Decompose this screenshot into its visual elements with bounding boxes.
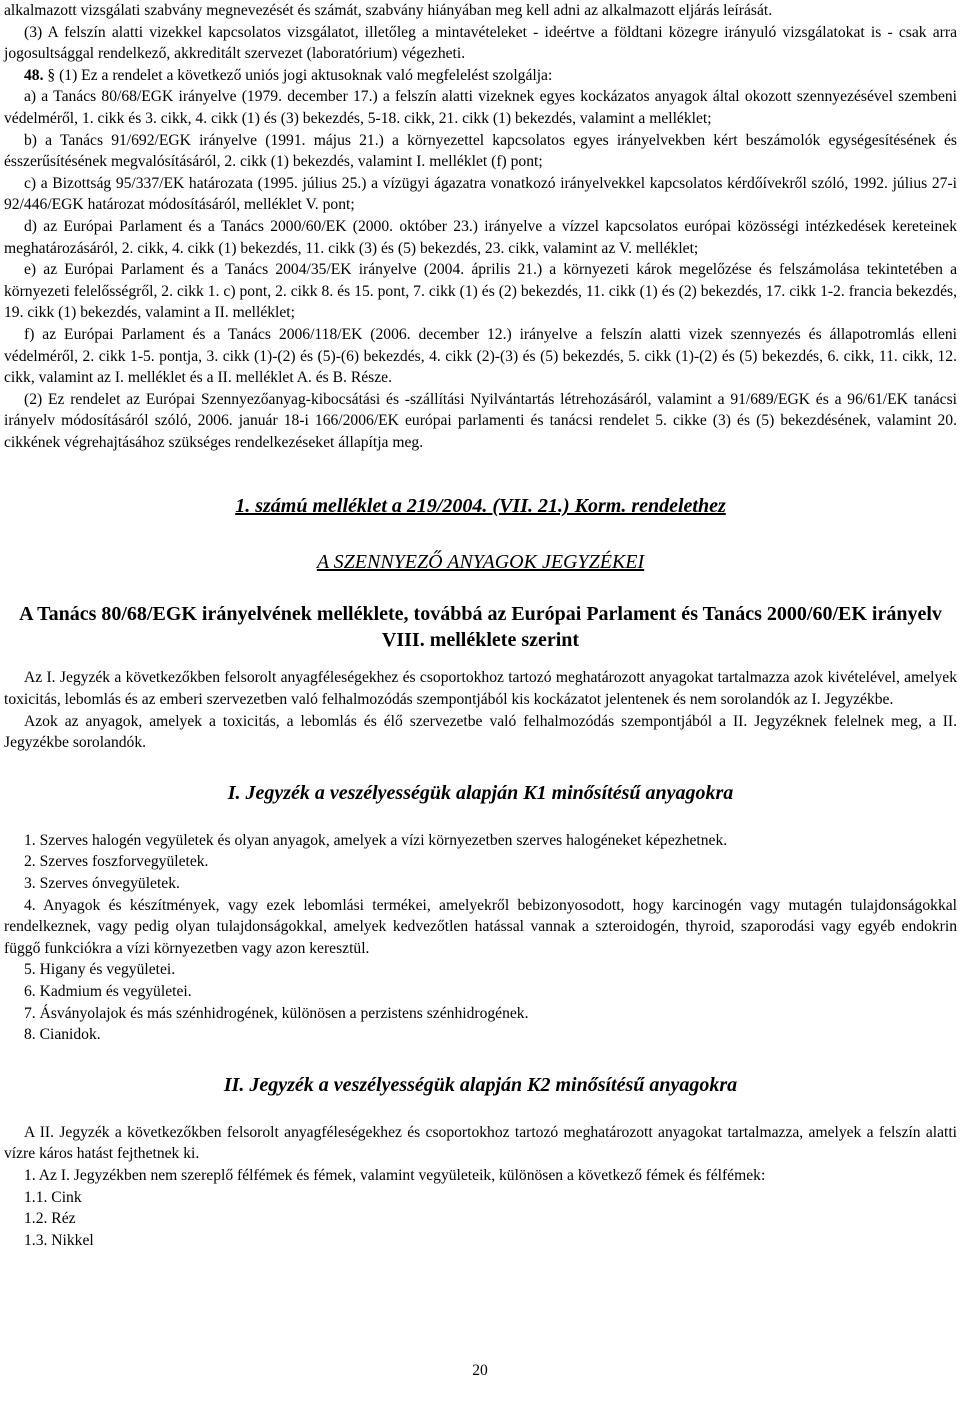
list-item: 1.3. Nikkel	[24, 1231, 94, 1249]
paragraph: (2) Ez rendelet az Európai Szennyezőanyag-kibocsátási és -szállítási Nyilvántartás létrehozásáról, valamint a 91/689/EGK és a 96/61/EK tanácsi irányelv módosításáról szóló, 2006. január 18-i 166/2006/EK európai parlamenti és tanácsi rendelet 5. cikke (3) és (5) bekezdésének, valamint 20. cikkének végrehajtásához szükséges rendelkezéseket állapítja meg.	[4, 390, 957, 451]
paragraph: Azok az anyagok, amelyek a toxicitás, a lebomlás és élő szervezetbe való felhalmozódás szempontjából a II. Jegyzéknek felelnek meg, a II. Jegyzékbe sorolandók.	[4, 712, 957, 752]
list-item: b) a Tanács 91/692/EGK irányelve (1991. május 21.) a környezettel kapcsolatos egyes irányelvekben kért beszámolók egységesítésének és ésszerűsítésének megvalósításáról, 2. cikk (1) bekezdés, valamint I. melléklet (f) pont;	[4, 131, 957, 171]
paragraph: (3) A felszín alatti vizekkel kapcsolatos vizsgálatot, illetőleg a mintavételeket - ideértve a földtani közegre irányuló vizsgálatokat is - csak arra jogosultsággal rendelkező, akkreditált szervezet (laboratórium) végezheti.	[4, 23, 957, 63]
paragraph: Az I. Jegyzék a következőkben felsorolt anyagféleségekhez és csoportokhoz tartozó meghatározott anyagokat tartalmazza azok kivételével, amelyek toxicitás, lebomlás és az emberi szervezetben való felhalmozódás szempontjából kis kockázatot jelentenek és nem sorolandók az I. Jegyzékbe.	[4, 669, 957, 709]
annex-subtitle: A SZENNYEZŐ ANYAGOK JEGYZÉKEI	[316, 551, 645, 574]
list-item: 2. Szerves foszforvegyületek.	[24, 853, 209, 871]
list-item: 1.2. Réz	[24, 1210, 76, 1228]
list1-title: I. Jegyzék a veszélyességük alapján K1 minősítésű anyagokra	[227, 781, 734, 804]
text-line: alkalmazott vizsgálati szabvány megnevezését és számát, szabvány hiányában meg kell adni az alkalmazott eljárás leírását.	[4, 2, 773, 19]
list-item: 3. Szerves ónvegyületek.	[24, 875, 180, 893]
list-item: 4. Anyagok és készítmények, vagy ezek lebomlási termékei, amelyekről bebizonyosodott, hogy karcinogén vagy mutagén tulajdonságokkal rendelkeznek, vagy pedig olyan tulajdonságokkal, amelyek kedvezőtlen hatással vannak a szteroidogén, thyroid, szaporodási vagy egyéb endokrin függő funkciókra a vízi környezetben vagy azon keresztül.	[4, 896, 957, 957]
list-item: 1. Az I. Jegyzékben nem szereplő félfémek és fémek, valamint vegyületeik, különösen a következő fémek és félfémek:	[24, 1166, 766, 1184]
paragraph: A II. Jegyzék a következőkben felsorolt anyagféleségekhez és csoportokhoz tartozó meghatározott anyagokat tartalmazza, amelyek a felszín alatti vízre káros hatást fejthetnek ki.	[4, 1123, 957, 1163]
list-item: 8. Cianidok.	[24, 1026, 101, 1044]
list-item: 1.1. Cink	[24, 1188, 82, 1206]
list-item: d) az Európai Parlament és a Tanács 2000/60/EK (2000. október 23.) irányelve a vízzel kapcsolatos európai közösségi intézkedések kereteinek meghatározásáról, 2. cikk, 4. cikk (1) bekezdés, 11. cikk (3) és (5) bekezdés, 23. cikk, valamint az V. melléklet;	[4, 217, 957, 257]
list-item: f) az Európai Parlament és a Tanács 2006/118/EK (2006. december 12.) irányelve a felszín alatti vizek szennyezés és állapotromlás elleni védelméről, 2. cikk 1-5. pontja, 3. cikk (1)-(2) és (5)-(6) bekezdés, 4. cikk (2)-(3) és (5) bekezdés, 5. cikk (1)-(2) és (5) bekezdés, 6. cikk, 11. cikk, 12. cikk, valamint az I. melléklet és a II. melléklet A. és B. Része.	[4, 325, 957, 387]
list-item: c) a Bizottság 95/337/EK határozata (1995. július 25.) a vízügyi ágazatra vonatkozó irányelvekkel kapcsolatos kérdőívekről szóló, 1992. július 27-i 92/446/EGK határozat módosításáról, melléklet V. pont;	[4, 174, 957, 214]
list-item: 7. Ásványolajok és más szénhidrogének, különösen a perzistens szénhidrogének.	[24, 1004, 529, 1022]
list-item: 6. Kadmium és vegyületei.	[24, 983, 192, 1000]
list-item: 1. Szerves halogén vegyületek és olyan anyagok, amelyek a vízi környezetben szerves halogéneket képezhetnek.	[24, 831, 728, 849]
document-page	[4, 0, 957, 1251]
annex-title: 1. számú melléklet a 219/2004. (VII. 21.) Korm. rendelethez	[235, 495, 726, 518]
list-item: a) a Tanács 80/68/EGK irányelve (1979. december 17.) a felszín alatti vizeknek egyes kockázatos anyagok által okozott szennyezésével szembeni védelméről, 1. cikk és 3. cikk, 4. cikk (1) és (3) bekezdés, 5-18. cikk, 21. cikk (1) bekezdés, valamint a melléklet;	[4, 88, 957, 127]
section-intro-text: § (1) Ez a rendelet a következő uniós jogi aktusoknak való megfelelést szolgálja:	[47, 66, 553, 84]
list-item: 5. Higany és vegyületei.	[24, 961, 176, 979]
page-number: 20	[472, 1362, 488, 1379]
list2-title: II. Jegyzék a veszélyességük alapján K2 minősítésű anyagokra	[223, 1073, 738, 1096]
annex-heading: A Tanács 80/68/EGK irányelvének melléklete, továbbá az Európai Parlament és Tanács 2000/60/EK irányelv VIII. melléklete szerint	[19, 603, 942, 652]
section-48-intro	[4, 65, 957, 87]
section-number: 48.	[24, 66, 44, 84]
list-item: e) az Európai Parlament és a Tanács 2004/35/EK irányelve (2004. április 21.) a környezeti károk megelőzése és felszámolása tekintetében a környezeti felelősségről, 2. cikk 1. c) pont, 2. cikk 8. és 15. pont, 7. cikk (1) és (2) bekezdés, 11. cikk (1) és (2) bekezdés, 17. cikk 1-2. francia bekezdés, 19. cikk (1) bekezdés, valamint a II. melléklet;	[4, 261, 957, 322]
